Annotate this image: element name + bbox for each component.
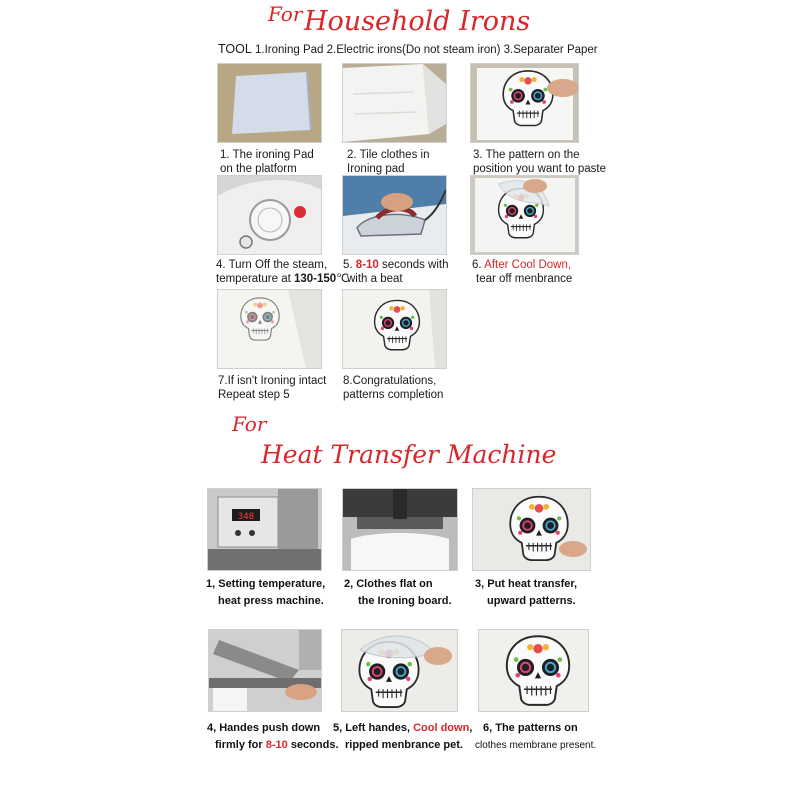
photo-heat-press-setting [208, 489, 321, 570]
caption-step-8 [343, 374, 443, 402]
step5-seconds: 8-10 [355, 259, 379, 271]
step4-line1: 4. Turn Off the steam, [216, 259, 328, 271]
step4-temperature: 130-150 [293, 273, 337, 285]
for-label-household: For [268, 2, 303, 26]
m-step3-line1: 3, Put heat transfer, [475, 578, 578, 590]
step3-line2: position you want to paste [473, 163, 606, 175]
caption-machine-step-3 [475, 576, 577, 610]
step6-line2: tear off menbrance [476, 273, 573, 285]
step4-line2 [216, 272, 349, 286]
m-step3-line2: upward patterns. [487, 595, 576, 607]
photo-pattern-position [471, 64, 578, 142]
m-step4-line2 [207, 737, 339, 754]
photo-tile-clothes [343, 64, 446, 142]
tool-label: TOOL [218, 42, 252, 56]
photo-put-heat-transfer [473, 489, 590, 570]
photo-iron-pressing [343, 176, 446, 254]
m-step5-line1-a: 5, Left handes, [333, 722, 414, 734]
photo-patterns-present [479, 630, 588, 711]
step5-line2: with a beat [347, 273, 403, 285]
caption-machine-step-1 [206, 576, 325, 610]
step6-line1-a: 6. [472, 259, 485, 271]
caption-step-5 [343, 258, 449, 286]
photo-steam-off [218, 176, 321, 254]
m-step4-line2-c: seconds. [287, 739, 339, 751]
step8-line2: patterns completion [343, 389, 444, 401]
m-step5-line1-c: , [469, 722, 473, 734]
caption-step-6 [472, 258, 572, 286]
caption-step-4 [216, 258, 349, 286]
caption-machine-step-2 [344, 576, 452, 610]
step4-unit: ℃ [336, 273, 350, 285]
m-step4-line2-a: firmly for [215, 739, 266, 751]
display-readout: 348 [237, 512, 255, 522]
caption-step-3 [473, 148, 606, 176]
step4-line2-a: temperature at [216, 273, 294, 285]
photo-clothes-flat [343, 489, 457, 570]
tool-items: 1.Ironing Pad 2.Electric irons(Do not steam iron) 3.Separater Paper [255, 44, 598, 56]
for-label-heat-transfer: For [232, 412, 267, 436]
title-household-irons: Household Irons [304, 6, 531, 37]
m-step2-line1: 2, Clothes flat on [344, 578, 433, 590]
step5-line1 [343, 258, 449, 272]
photo-ripped-membrane [342, 630, 457, 711]
step1-line1: 1. The ironing Pad [220, 149, 314, 161]
step6-line1 [472, 258, 572, 272]
step5-line1-a: 5. [343, 259, 356, 271]
caption-step-2 [347, 148, 429, 176]
m-step5-line2: ripped menbrance pet. [345, 739, 463, 751]
photo-completion [343, 290, 446, 368]
caption-machine-step-6 [475, 720, 596, 754]
step7-line2: Repeat step 5 [218, 389, 290, 401]
photo-ironing-pad [218, 64, 321, 142]
photo-push-down [209, 630, 321, 711]
m-step6-line1: 6, The patterns on [483, 722, 578, 734]
caption-step-1 [220, 148, 314, 176]
step7-line1: 7.If isn't Ironing intact [218, 375, 327, 387]
step3-line1: 3. The pattern on the [473, 149, 580, 161]
photo-cool-down [471, 176, 578, 254]
m-step1-line2: heat press machine. [218, 595, 324, 607]
photo-not-intact [218, 290, 321, 368]
caption-machine-step-5 [333, 720, 472, 754]
m-step4-line1: 4, Handes push down [207, 722, 321, 734]
m-step5-cool-down: Cool down [413, 722, 470, 734]
title-heat-transfer-machine: Heat Transfer Machine [261, 440, 557, 469]
caption-step-7 [218, 374, 326, 402]
m-step2-line2: the Ironing board. [358, 595, 452, 607]
caption-machine-step-4 [207, 720, 339, 754]
step8-line1: 8.Congratulations, [343, 375, 437, 387]
m-step5-line1 [333, 720, 472, 737]
m-step6-line2: clothes membrane present. [475, 740, 597, 751]
step1-line2: on the platform [220, 163, 297, 175]
step5-line1-c: seconds with [378, 259, 449, 271]
step2-line1: 2. Tile clothes in [347, 149, 430, 161]
step2-line2: Ironing pad [347, 163, 405, 175]
m-step1-line1: 1, Setting temperature, [206, 578, 326, 590]
m-step4-seconds: 8-10 [265, 739, 288, 751]
tool-line [218, 42, 598, 56]
step6-cool-down: After Cool Down, [484, 259, 572, 271]
